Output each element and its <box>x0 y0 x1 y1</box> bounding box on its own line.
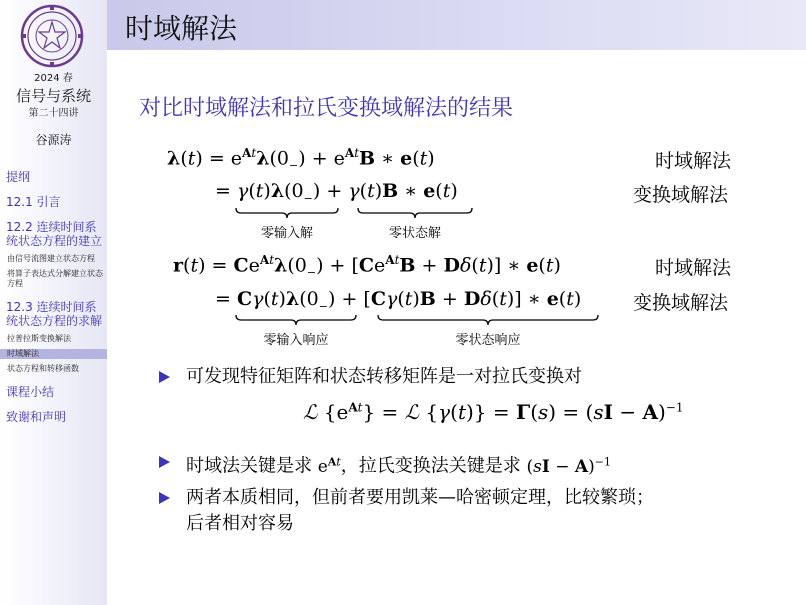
slide-title: 时域解法 <box>125 12 238 45</box>
bullet-2-part-1: 时域法关键是求 <box>186 455 312 477</box>
bullet-text-2 <box>186 449 611 480</box>
note-zero-input-solution: 零输入解 <box>260 226 313 241</box>
nav-subitem-time-domain-active[interactable]: 时域解法 <box>0 349 107 359</box>
slide-subtitle: 对比时域解法和拉氏变换域解法的结果 <box>139 96 514 121</box>
underbrace-zero-input-2 <box>235 314 357 326</box>
label-time-domain-2: 时域解法 <box>655 257 732 279</box>
nav-item-section-12-3[interactable]: 12.3 连续时间系统状态方程的求解 <box>6 300 103 328</box>
nav-item-section-12-2[interactable]: 12.2 连续时间系统状态方程的建立 <box>6 220 103 248</box>
nav-item-summary[interactable]: 课程小结 <box>6 385 55 399</box>
slide-body <box>107 50 806 605</box>
equation-lambda-transform: = $\gamma(t)\lambda(0_-) + \gamma(t)B$ ∗ e(t) <box>215 180 458 205</box>
university-seal-icon <box>20 4 84 68</box>
bullet-triangle-icon <box>159 492 170 504</box>
bullet-triangle-icon <box>159 456 170 468</box>
label-transform-domain-2: 变换域解法 <box>633 292 729 314</box>
lecture-number: 第二十四讲 <box>28 108 79 119</box>
nav-item-outline[interactable]: 提纲 <box>6 170 31 184</box>
equation-lambda-time: $\lambda(t) = e^{At}\lambda(0_-) + e^{At}B$ ∗ e(t) <box>167 146 435 173</box>
nav-item-acknowledgements[interactable]: 致谢和声明 <box>6 410 67 424</box>
course-title: 信号与系统 <box>15 87 91 105</box>
nav-subitem-operator-decomposition[interactable]: 将算子表达式分解建立状态方程 <box>7 269 103 288</box>
inline-exp-At: $e^{At}$ <box>317 455 341 477</box>
inline-resolvent: (sI − A)$^{-1}$ <box>526 455 611 477</box>
note-zero-state-response: 零状态响应 <box>455 333 521 348</box>
underbrace-zero-state-1 <box>357 207 473 219</box>
bullet-text-1: 可发现特征矩阵和状态转移矩阵是一对拉氏变换对 <box>186 366 582 387</box>
bullet-3-line-1: 两者本质相同，但前者要用凯莱—哈密顿定理，比较繁琐； <box>186 487 654 508</box>
nav-subitem-transfer-function[interactable]: 状态方程和转移函数 <box>7 364 79 373</box>
sidebar <box>0 0 107 605</box>
bullet-triangle-icon <box>159 371 170 383</box>
sidebar-nav <box>6 170 106 435</box>
nav-subitem-signal-flow[interactable]: 由信号流图建立状态方程 <box>7 254 95 263</box>
bullet-text-3 <box>186 485 654 537</box>
underbrace-zero-input-1 <box>235 207 339 219</box>
label-transform-domain-1: 变换域解法 <box>633 184 729 206</box>
equation-r-transform: = $C\gamma(t)\lambda(0_-) + [C\gamma(t)B + D\delta(t)]$ ∗ e(t) <box>215 288 582 313</box>
bullet-3-line-2: 后者相对容易 <box>186 513 294 534</box>
label-time-domain-1: 时域解法 <box>655 150 732 172</box>
underbrace-zero-state-2 <box>377 314 599 326</box>
equation-laplace-pair: ℒ $\{e^{At}\}$ = ℒ {γ(t)} = Γ(s) = (sI − A)$^{-1}$ <box>303 400 684 424</box>
nav-item-intro[interactable]: 12.1 引言 <box>6 195 61 209</box>
nav-subitem-laplace-method[interactable]: 拉普拉斯变换解法 <box>7 334 71 343</box>
note-zero-state-solution: 零状态解 <box>388 226 441 241</box>
slide-header <box>107 0 806 50</box>
author-name: 谷源涛 <box>35 133 72 147</box>
note-zero-input-response: 零输入响应 <box>263 333 329 348</box>
semester-year: 2024 春 <box>34 73 73 84</box>
bullet-2-part-2: ，拉氏变换法关键是求 <box>340 455 521 477</box>
equation-r-time: $r(t) = Ce^{At}\lambda(0_-) + [Ce^{At}B + D\delta(t)]$ ∗ e(t) <box>173 253 561 280</box>
